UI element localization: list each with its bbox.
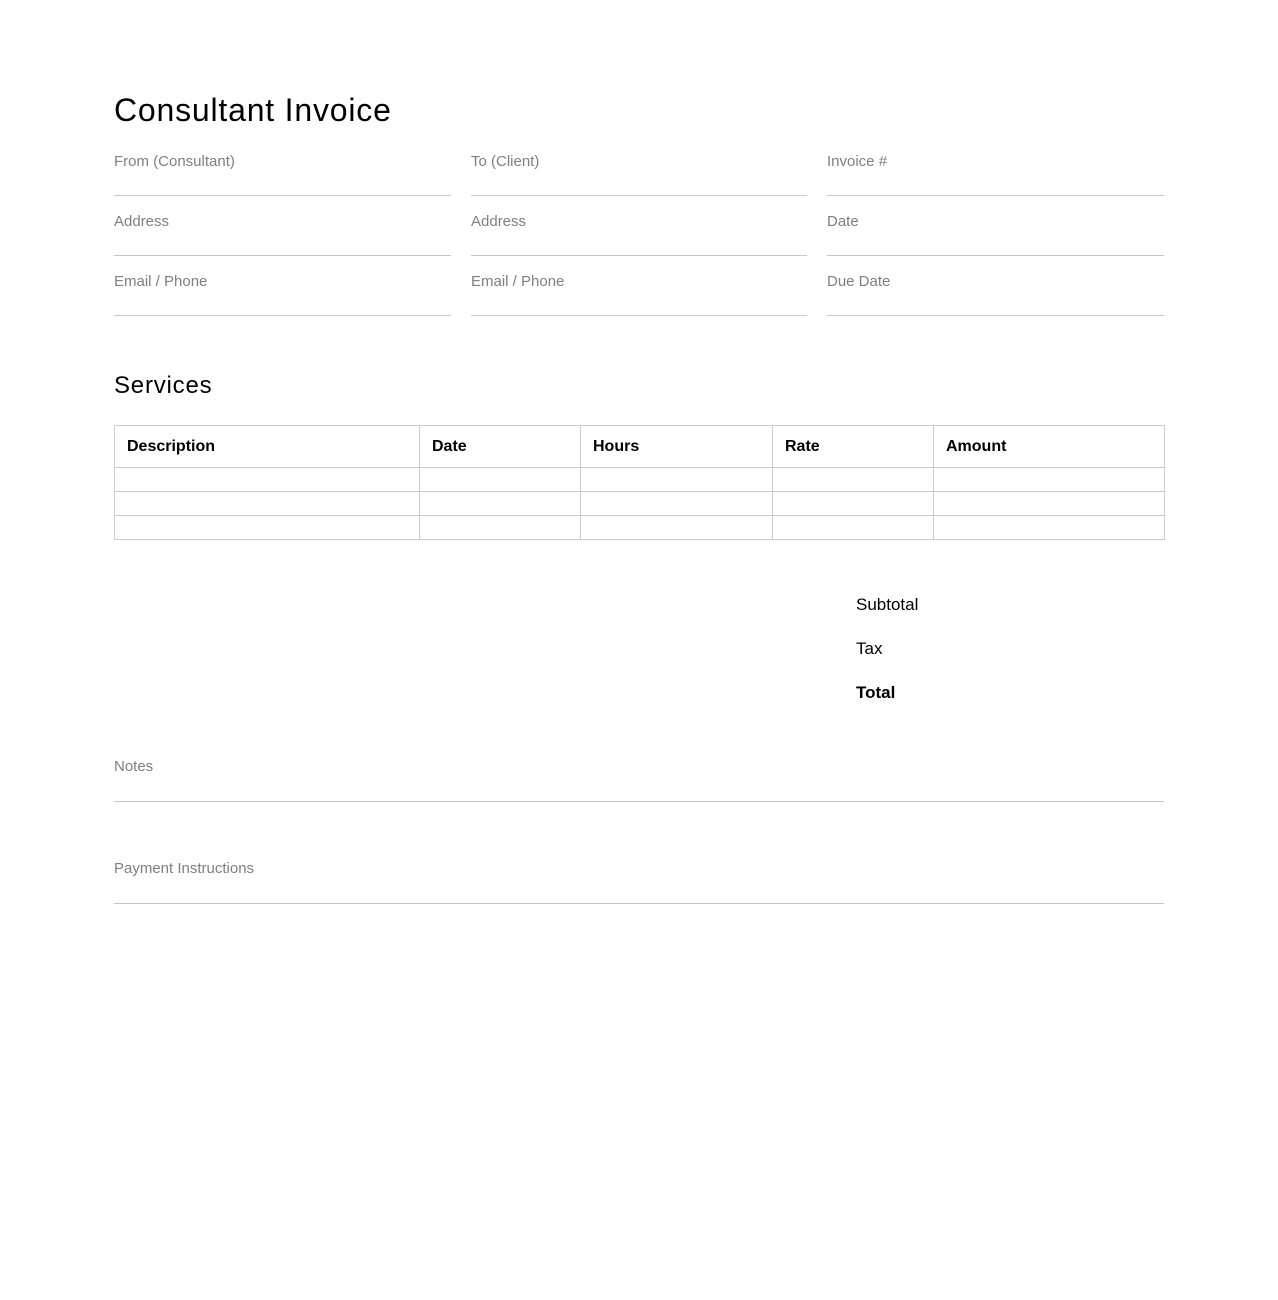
amount-cell[interactable]	[934, 468, 1165, 492]
hours-cell[interactable]	[581, 468, 773, 492]
from-email-phone-field[interactable]	[114, 256, 451, 316]
services-header-row	[115, 426, 1165, 468]
invoice-number-field[interactable]	[827, 136, 1164, 196]
invoice-number-label: Invoice #	[827, 153, 888, 170]
to-email-phone-field[interactable]	[471, 256, 807, 316]
column-header-hours: Hours	[581, 426, 773, 468]
rate-cell[interactable]	[773, 468, 934, 492]
hours-cell[interactable]	[581, 492, 773, 516]
date-cell[interactable]	[420, 492, 581, 516]
column-header-rate: Rate	[773, 426, 934, 468]
total-label: Total	[856, 683, 896, 702]
from-consultant-label: From (Consultant)	[114, 153, 235, 170]
column-header-description: Description	[115, 426, 420, 468]
to-client-field[interactable]	[471, 136, 807, 196]
subtotal-label: Subtotal	[856, 595, 919, 614]
payment-instructions-field[interactable]	[114, 844, 1164, 904]
to-email-phone-label: Email / Phone	[471, 273, 565, 290]
description-cell[interactable]	[115, 516, 420, 540]
due-date-field[interactable]	[827, 256, 1164, 316]
date-cell[interactable]	[420, 516, 581, 540]
table-row	[115, 516, 1165, 540]
from-email-phone-label: Email / Phone	[114, 273, 208, 290]
page-title: Consultant Invoice	[114, 92, 392, 128]
hours-cell[interactable]	[581, 516, 773, 540]
services-title: Services	[114, 372, 213, 399]
column-header-amount: Amount	[934, 426, 1165, 468]
due-date-label: Due Date	[827, 273, 891, 290]
table-row	[115, 492, 1165, 516]
amount-cell[interactable]	[934, 492, 1165, 516]
services-table	[114, 425, 1165, 540]
payment-instructions-label: Payment Instructions	[114, 860, 255, 877]
description-cell[interactable]	[115, 468, 420, 492]
to-client-label: To (Client)	[471, 153, 540, 170]
to-address-field[interactable]	[471, 196, 807, 256]
from-address-field[interactable]	[114, 196, 451, 256]
date-cell[interactable]	[420, 468, 581, 492]
invoice-header-fields	[114, 136, 1164, 316]
from-consultant-field[interactable]	[114, 136, 451, 196]
from-address-label: Address	[114, 213, 170, 230]
amount-cell[interactable]	[934, 516, 1165, 540]
notes-field[interactable]	[114, 742, 1164, 802]
totals-block	[856, 590, 1156, 722]
tax-label: Tax	[856, 639, 883, 658]
table-row	[115, 468, 1165, 492]
to-address-label: Address	[471, 213, 527, 230]
date-label: Date	[827, 213, 859, 230]
description-cell[interactable]	[115, 492, 420, 516]
date-field[interactable]	[827, 196, 1164, 256]
rate-cell[interactable]	[773, 492, 934, 516]
column-header-date: Date	[420, 426, 581, 468]
rate-cell[interactable]	[773, 516, 934, 540]
notes-label: Notes	[114, 758, 154, 775]
